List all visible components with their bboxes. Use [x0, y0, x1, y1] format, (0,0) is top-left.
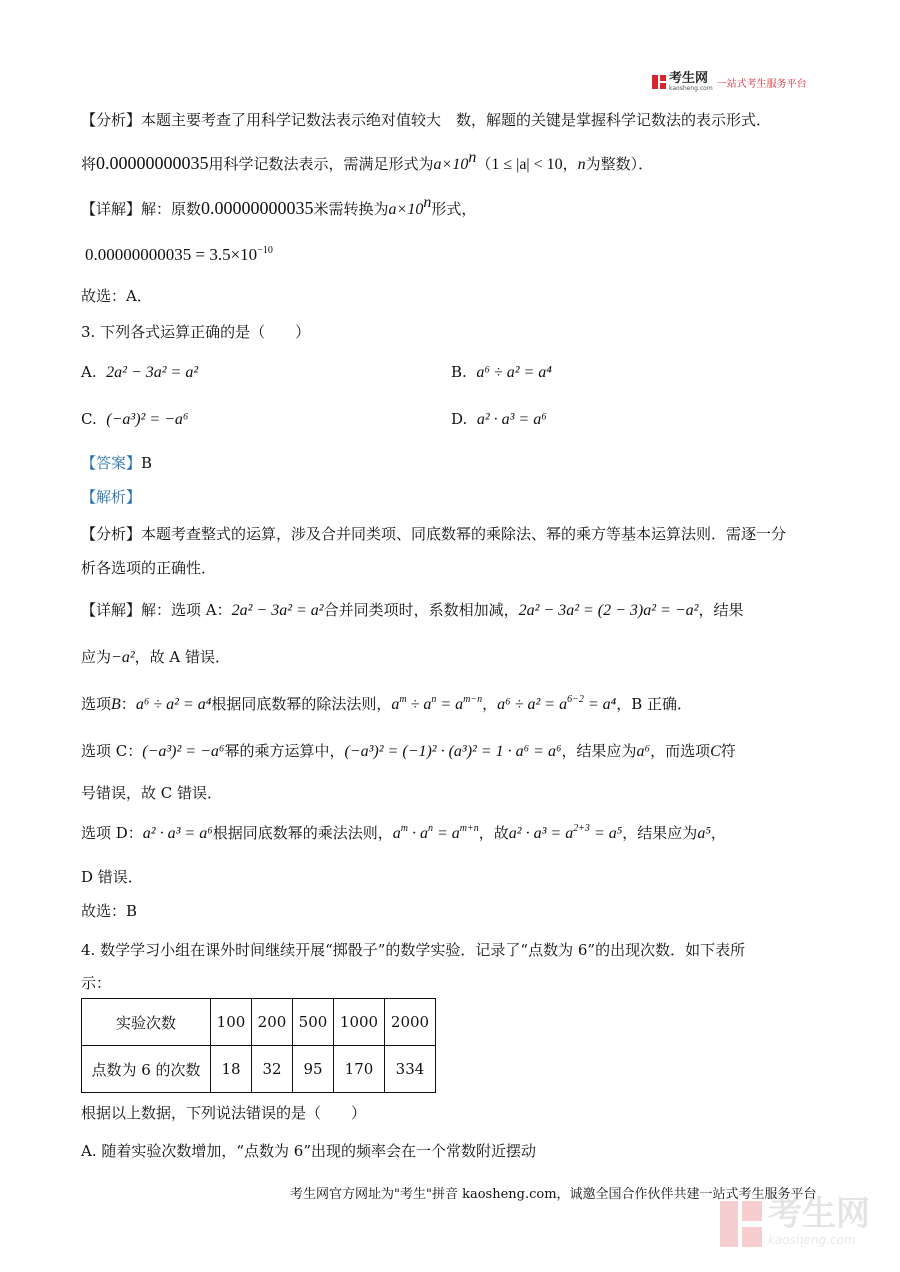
math-exponent: m: [400, 823, 408, 834]
text-segment: 符: [720, 742, 736, 760]
math-segment: C: [710, 743, 721, 760]
sci-form: a×10: [388, 201, 424, 218]
text-segment: ，而选项: [650, 742, 711, 760]
analysis-line-1: 【分析】本题主要考查了用科学记数法表示绝对值较大 数，解题的关键是掌握科学记数法的表示形式．: [81, 111, 772, 129]
math-segment: 2a² − 3a² = a²: [231, 602, 324, 619]
var-n: n: [577, 156, 586, 173]
watermark-logo-icon: [720, 1201, 762, 1247]
math-segment: a⁵: [697, 825, 711, 842]
question-3: 3. 下列各式运算正确的是（ ）: [81, 323, 311, 341]
dice-table: [81, 998, 436, 1093]
text-segment: 【详解】解：选项 A：: [81, 601, 232, 619]
text-segment: 用科学记数法表示，需满足形式为: [208, 155, 434, 173]
table-cell: 1000: [334, 999, 385, 1046]
question-4-line-1: 4. 数学学习小组在课外时间继续开展“掷骰子”的数学实验．记录了“点数为 6”的出现次数．如下表所: [81, 941, 746, 959]
table-row: [82, 1046, 436, 1093]
math-segment: = a⁴: [583, 696, 617, 713]
after-table-line: 根据以上数据，下列说法错误的是（ ）: [81, 1104, 367, 1122]
table-cell: 95: [293, 1046, 334, 1093]
math-segment: = a: [436, 696, 464, 713]
option-d: [451, 410, 547, 429]
analysis-tag: 【解析】: [81, 488, 142, 506]
math-segment: a: [391, 696, 400, 713]
logo-mark-icon: [652, 75, 666, 89]
table-cell: 500: [293, 999, 334, 1046]
text-segment: 选项 D：: [81, 824, 143, 842]
table-cell: 100: [211, 999, 252, 1046]
text-segment: 应为: [81, 648, 112, 666]
text-segment: 【详解】解：原数: [81, 200, 202, 218]
text-segment: 形式，: [431, 200, 477, 218]
table-cell: 334: [385, 1046, 436, 1093]
math-segment: 2a² − 3a² = (2 − 3)a² = −a²: [518, 602, 699, 619]
detail-a-line-1: [81, 599, 743, 620]
equation-exponent: −10: [257, 245, 273, 256]
math-exponent: m−n: [463, 694, 483, 705]
text-segment: ，结果: [698, 601, 744, 619]
text-segment: ，: [562, 155, 578, 173]
analysis-q3-line-1: 【分析】本题考查整式的运算，涉及合并同类项、同底数幂的乘除法、幂的乘方等基本运算法则．需逐一分: [81, 525, 787, 543]
option-math: 2a² − 3a² = a²: [106, 364, 199, 381]
text-segment: 合并同类项时，系数相加减，: [323, 601, 519, 619]
math-segment: a⁶ ÷ a² = a⁴: [135, 696, 212, 713]
math-segment: B: [111, 696, 121, 713]
footer-text: 考生网官方网址为"考生"拼音 kaosheng.com，诚邀全国合作伙伴共建一站式考生服务平台: [290, 1187, 817, 1202]
detail-c-line-1: [81, 740, 736, 761]
option-a: [81, 363, 198, 382]
q4-option-a: A. 随着实验次数增加，“点数为 6”出现的频率会在一个常数附近摆动: [81, 1142, 537, 1160]
question-4-line-2: 示：: [81, 974, 112, 992]
math-exponent: m+n: [459, 823, 479, 834]
detail-b-line: [81, 693, 692, 714]
text-segment: ，故: [478, 824, 509, 842]
math-exponent: 6−2: [567, 694, 584, 705]
text-segment: ：: [120, 695, 136, 713]
text-segment: 米需转换为: [313, 200, 389, 218]
range-condition: 1 ≤ |a| < 10: [491, 156, 563, 173]
sci-form: a×10: [433, 156, 469, 173]
selection-line: 故选：A．: [81, 287, 152, 305]
option-label: B.: [451, 363, 467, 381]
table-cell: 点数为 6 的次数: [82, 1046, 211, 1093]
text-segment: 选项 C：: [81, 742, 143, 760]
detail-c-line-2: 号错误，故 C 错误．: [81, 784, 223, 802]
math-segment: a² · a³ = a: [508, 825, 574, 842]
text-segment: ，: [482, 695, 498, 713]
option-label: D.: [451, 410, 468, 428]
watermark-domain: kaosheng.com: [768, 1233, 856, 1247]
sci-exponent: n: [423, 194, 432, 211]
decimal-number: 0.00000000035: [201, 198, 314, 218]
table-row: [82, 999, 436, 1046]
option-label: C.: [81, 410, 97, 428]
math-segment: a² · a³ = a⁶: [142, 825, 213, 842]
text-segment: （: [476, 155, 492, 173]
math-segment: · a: [408, 825, 428, 842]
text-segment: ，故 A 错误．: [134, 648, 230, 666]
math-exponent: n: [431, 694, 437, 705]
math-segment: −a²: [111, 649, 135, 666]
detail-d-line-2: D 错误．: [81, 868, 143, 886]
text-segment: 选项: [81, 695, 112, 713]
detail-line-1: [81, 194, 477, 219]
math-exponent: 2+3: [573, 823, 590, 834]
equation: 0.00000000035 = 3.5×10: [85, 245, 258, 264]
text-segment: ，: [710, 824, 726, 842]
logo-domain: kaosheng.com: [669, 85, 713, 92]
text-segment: ，结果应为: [622, 824, 698, 842]
answer-value: B: [141, 454, 153, 472]
text-segment: 幂的乘方运算中，: [224, 742, 345, 760]
analysis-q3-line-2: 析各选项的正确性．: [81, 559, 217, 577]
math-exponent: m: [399, 694, 407, 705]
math-segment: a⁶: [636, 743, 651, 760]
math-segment: (−a³)² = −a⁶: [142, 743, 225, 760]
table-cell: 200: [252, 999, 293, 1046]
text-segment: 根据同底数幂的乘法法则，: [212, 824, 393, 842]
equation-line: [85, 245, 273, 265]
text-segment: 将: [81, 155, 97, 173]
option-label: A.: [81, 363, 97, 381]
answer-tag: 【答案】: [81, 454, 142, 472]
math-segment: = a: [433, 825, 460, 842]
logo-name: 考生网: [669, 71, 709, 86]
table-cell: 32: [252, 1046, 293, 1093]
footer-watermark: [720, 1195, 870, 1247]
text-segment: ，结果应为: [561, 742, 637, 760]
math-segment: ÷ a: [406, 696, 432, 713]
option-math: (−a³)² = −a⁶: [106, 411, 189, 428]
table-cell: 170: [334, 1046, 385, 1093]
option-c: [81, 410, 188, 429]
math-segment: a: [392, 825, 401, 842]
selection-line-2: 故选：B: [81, 902, 138, 920]
option-math: a² · a³ = a⁶: [476, 411, 547, 428]
text-segment: ，B 正确．: [616, 695, 692, 713]
math-exponent: n: [428, 823, 433, 834]
table-cell: 2000: [385, 999, 436, 1046]
text-segment: 根据同底数幂的除法法则，: [211, 695, 392, 713]
sci-exponent: n: [468, 149, 477, 166]
analysis-line-2: [81, 149, 654, 174]
option-math: a⁶ ÷ a² = a⁴: [476, 364, 552, 381]
math-segment: = a⁵: [589, 825, 623, 842]
detail-d-line-1: [81, 822, 726, 843]
math-segment: a⁶ ÷ a² = a: [497, 696, 568, 713]
table-cell: 实验次数: [82, 999, 211, 1046]
logo-slogan: 一站式考生服务平台: [716, 78, 807, 90]
table-cell: 18: [211, 1046, 252, 1093]
decimal-number: 0.00000000035: [96, 153, 209, 173]
watermark-name: 考生网: [768, 1194, 870, 1234]
math-segment: (−a³)² = (−1)² · (a³)² = 1 · a⁶ = a⁶: [344, 743, 562, 760]
header-logo: [652, 72, 807, 92]
answer-line: [81, 452, 152, 473]
text-segment: 为整数）．: [585, 155, 654, 173]
option-b: [451, 363, 552, 382]
detail-a-line-2: [81, 646, 230, 667]
